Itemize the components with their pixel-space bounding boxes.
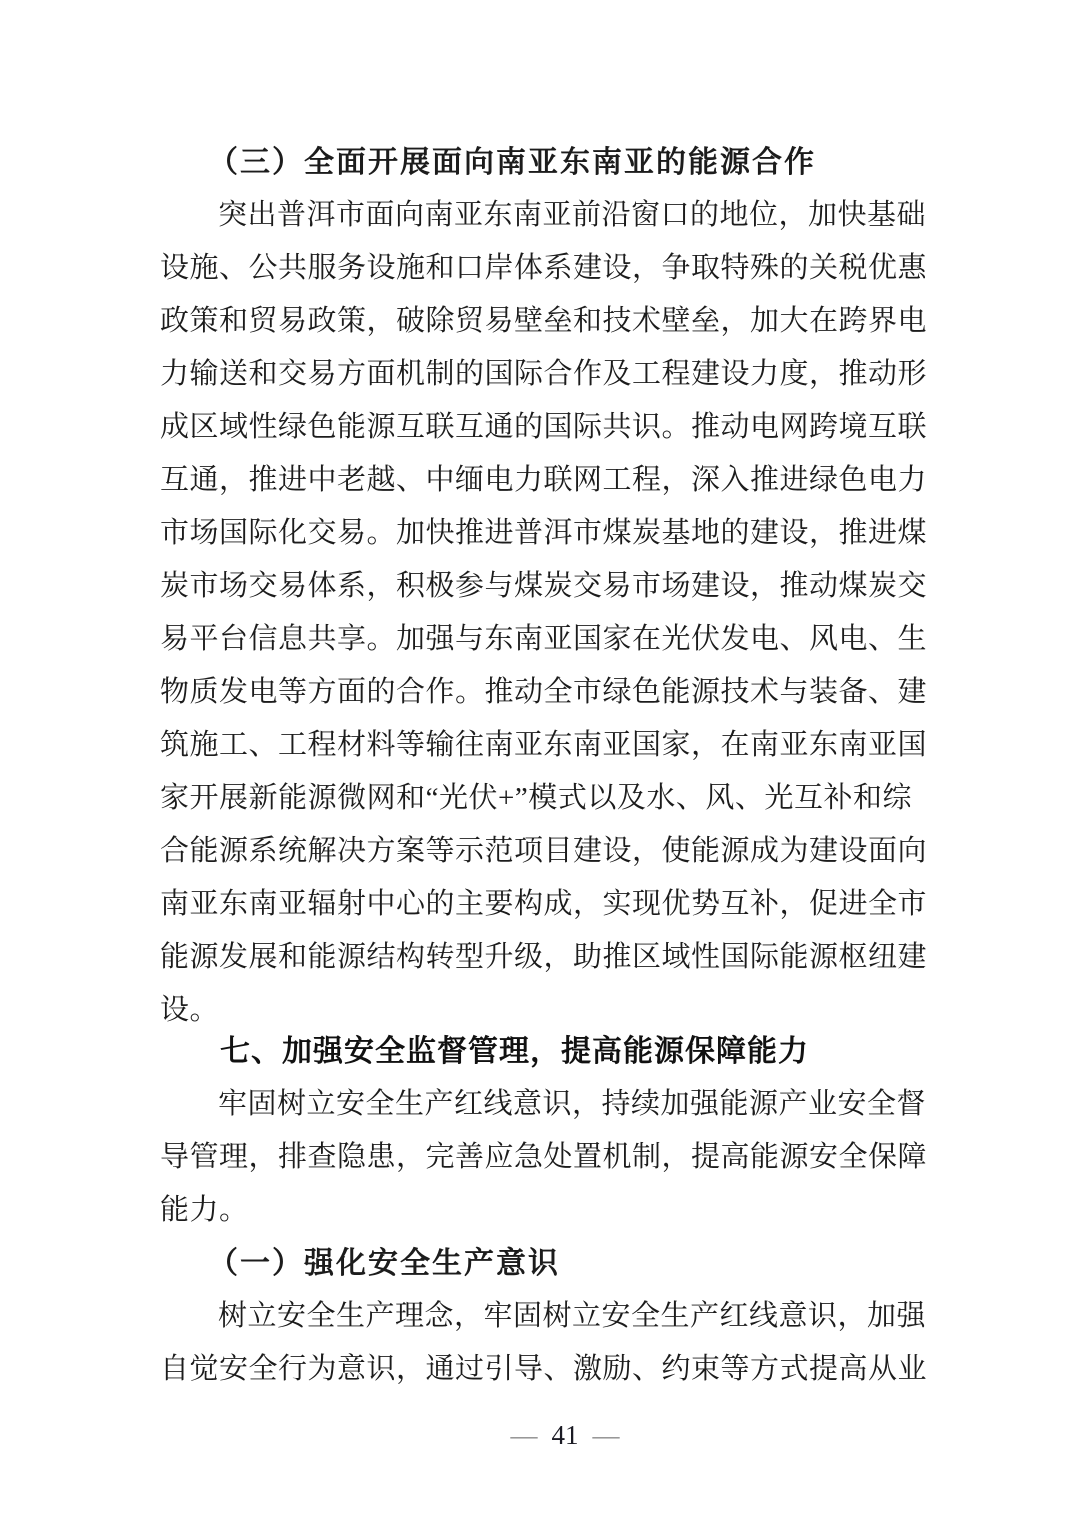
body-line: 成区域性绿色能源互联互通的国际共识。推动电网跨境互联 [160, 411, 928, 443]
body-line: 炭市场交易体系，积极参与煤炭交易市场建设，推动煤炭交 [160, 570, 928, 602]
footer-left-dash: — [510, 1420, 538, 1450]
page-footer [0, 1420, 1080, 1450]
body-line: 物质发电等方面的合作。推动全市绿色能源技术与装备、建 [160, 676, 928, 708]
body-line: 突出普洱市面向南亚东南亚前沿窗口的地位，加快基础 [218, 199, 927, 231]
body-line: 政策和贸易政策，破除贸易壁垒和技术壁垒，加大在跨界电 [160, 305, 928, 337]
page-number: 41 [551, 1420, 579, 1450]
section-3-heading: （三）全面开展面向南亚东南亚的能源合作 [208, 146, 816, 179]
subsection-1-heading: （一）强化安全生产意识 [208, 1247, 560, 1280]
section-7-heading: 七、加强安全监督管理，提高能源保障能力 [220, 1035, 809, 1068]
body-line: 市场国际化交易。加快推进普洱市煤炭基地的建设，推进煤 [160, 517, 928, 549]
body-line: 牢固树立安全生产红线意识，持续加强能源产业安全督 [218, 1088, 927, 1120]
body-line: 能力。 [160, 1194, 249, 1226]
body-line: 设。 [160, 994, 220, 1026]
body-line: 树立安全生产理念，牢固树立安全生产红线意识，加强 [218, 1300, 927, 1332]
paragraph-safety-awareness [160, 1290, 928, 1396]
body-line: 设施、公共服务设施和口岸体系建设，争取特殊的关税优惠 [160, 252, 928, 284]
body-line: 南亚东南亚辐射中心的主要构成，实现优势互补，促进全市 [160, 888, 928, 920]
body-line: 能源发展和能源结构转型升级，助推区域性国际能源枢纽建 [160, 941, 928, 973]
body-line: 导管理，排查隐患，完善应急处置机制，提高能源安全保障 [160, 1141, 928, 1173]
text-column [160, 136, 928, 1396]
body-line: 合能源系统解决方案等示范项目建设，使能源成为建设面向 [160, 835, 928, 867]
footer-right-dash: — [592, 1420, 620, 1450]
body-line: 自觉安全行为意识，通过引导、激励、约束等方式提高从业 [160, 1353, 928, 1385]
paragraph-energy-cooperation [160, 189, 928, 1037]
body-line: 家开展新能源微网和“光伏+”模式以及水、风、光互补和综 [160, 782, 912, 814]
paragraph-safety-overview [160, 1078, 928, 1237]
body-line: 互通，推进中老越、中缅电力联网工程，深入推进绿色电力 [160, 464, 928, 496]
body-line: 筑施工、工程材料等输往南亚东南亚国家，在南亚东南亚国 [160, 729, 928, 761]
body-line: 力输送和交易方面机制的国际合作及工程建设力度，推动形 [160, 358, 928, 390]
body-line: 易平台信息共享。加强与东南亚国家在光伏发电、风电、生 [160, 623, 928, 655]
